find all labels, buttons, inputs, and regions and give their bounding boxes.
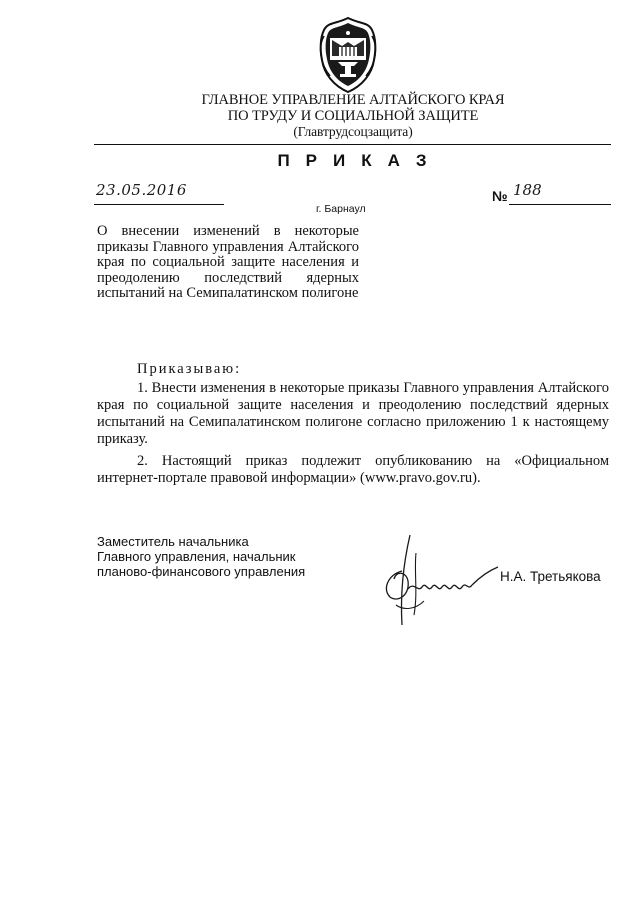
document-title: ПРИКАЗ: [277, 151, 443, 170]
organization-header: [150, 93, 556, 140]
order-directive: Приказываю:: [137, 361, 242, 377]
coat-of-arms-emblem: [316, 16, 380, 94]
signer-position-line1: Заместитель начальника: [97, 534, 249, 549]
order-number: 188: [513, 181, 542, 199]
order-item-1: 1. Внести изменения в некоторые приказы Главного управления Алтайского края по социальной защите населения и преодолению последствий ядерных испытаний на Семипалатинском полигоне согласно приложению 1 к настоящему приказу.: [97, 380, 609, 447]
city-label: г. Барнаул: [316, 203, 366, 215]
number-field: [509, 180, 611, 205]
order-body: [97, 361, 609, 487]
header-divider: [94, 144, 611, 145]
order-item-2: 2. Настоящий приказ подлежит опубликованию на «Официальном интернет-портале правовой информации» (www.pravo.gov.ru).: [97, 453, 609, 486]
signer-name: Н.А. Третьякова: [500, 569, 601, 584]
signer-position-line2: Главного управления, начальник: [97, 549, 296, 564]
number-label: №: [492, 188, 508, 204]
date-field: [94, 180, 224, 205]
signer-position-line3: планово-финансового управления: [97, 564, 306, 579]
organization-name-line1: ГЛАВНОЕ УПРАВЛЕНИЕ АЛТАЙСКОГО КРАЯ: [201, 92, 505, 108]
order-subject: О внесении изменений в некоторые приказы Главного управления Алтайского края по социальной защите населения и преодолению последствий ядерных испытаний на Семипалатинском полигоне: [97, 223, 359, 301]
signer-position: [97, 534, 387, 579]
order-date: 23.05.2016: [96, 181, 187, 199]
handwritten-signature: [374, 531, 506, 633]
organization-short-name: (Главтрудсоцзащита): [293, 124, 413, 139]
organization-name-line2: ПО ТРУДУ И СОЦИАЛЬНОЙ ЗАЩИТЕ: [227, 107, 479, 124]
